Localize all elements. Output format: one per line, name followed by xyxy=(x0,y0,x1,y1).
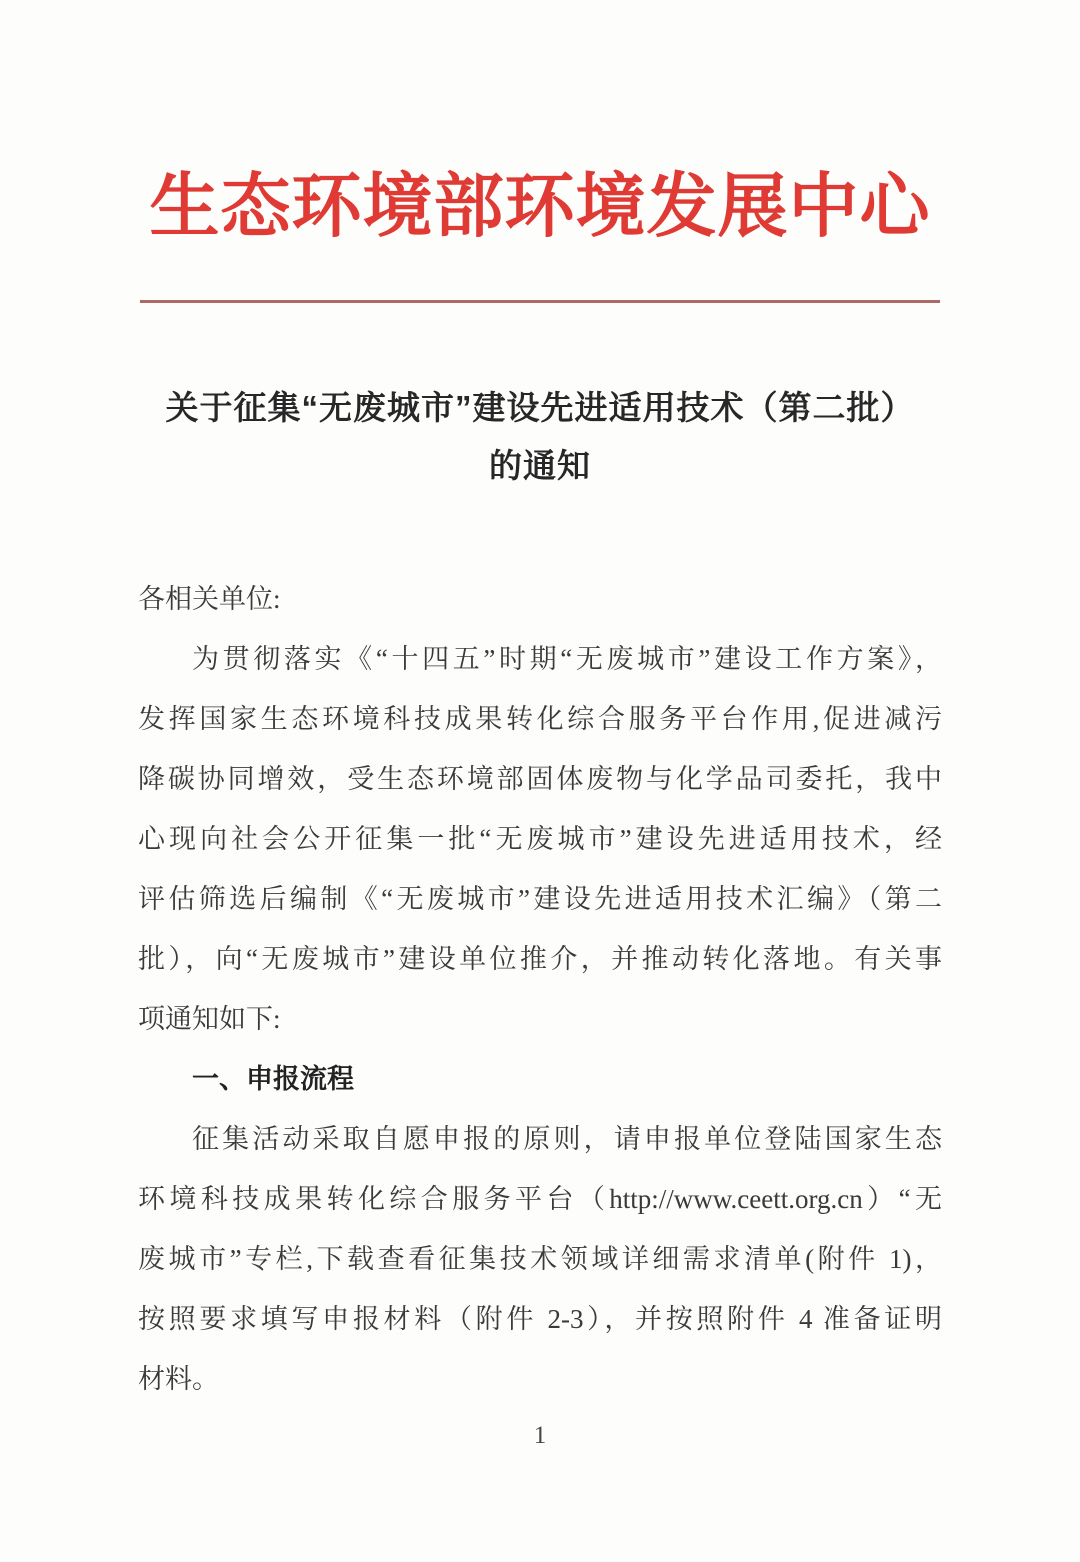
paragraph-line: 心现向社会公开征集一批“无废城市”建设先进适用技术，经 xyxy=(138,824,942,854)
paragraph-line: 按照要求填写申报材料（附件 2-3），并按照附件 4 准备证明 xyxy=(138,1304,942,1334)
salutation: 各相关单位: xyxy=(138,584,281,614)
document-title-line-2: 的通知 xyxy=(489,447,591,484)
page-number: 1 xyxy=(533,1422,547,1449)
document-title xyxy=(0,379,1080,495)
paragraph-line: 评估筛选后编制《“无废城市”建设先进适用技术汇编》（第二 xyxy=(138,884,942,914)
section-heading: 一、申报流程 xyxy=(192,1064,354,1094)
paragraph-line: 降碳协同增效，受生态环境部固体废物与化学品司委托，我中 xyxy=(138,764,942,794)
paragraph-line: 废城市”专栏,下载查看征集技术领域详细需求清单(附件 1)， xyxy=(138,1244,942,1274)
letterhead-divider xyxy=(140,300,940,303)
paragraph-line: 项通知如下: xyxy=(138,1004,281,1034)
document-body xyxy=(138,569,942,1409)
paragraph-line: 材料。 xyxy=(138,1364,219,1394)
document-title-line-1: 关于征集“无废城市”建设先进适用技术（第二批） xyxy=(165,389,915,426)
paragraph-line: 征集活动采取自愿申报的原则，请申报单位登陆国家生态 xyxy=(192,1124,942,1154)
paragraph-line: 为贯彻落实《“十四五”时期“无废城市”建设工作方案》， xyxy=(192,644,942,674)
paragraph-line: 批），向“无废城市”建设单位推介，并推动转化落地。有关事 xyxy=(138,944,942,974)
letterhead-org-name: 生态环境部环境发展中心 xyxy=(149,169,931,246)
paragraph-line: 环境科技成果转化综合服务平台（http://www.ceett.org.cn）“无 xyxy=(138,1184,942,1214)
paragraph-line: 发挥国家生态环境科技成果转化综合服务平台作用,促进减污 xyxy=(138,704,942,734)
